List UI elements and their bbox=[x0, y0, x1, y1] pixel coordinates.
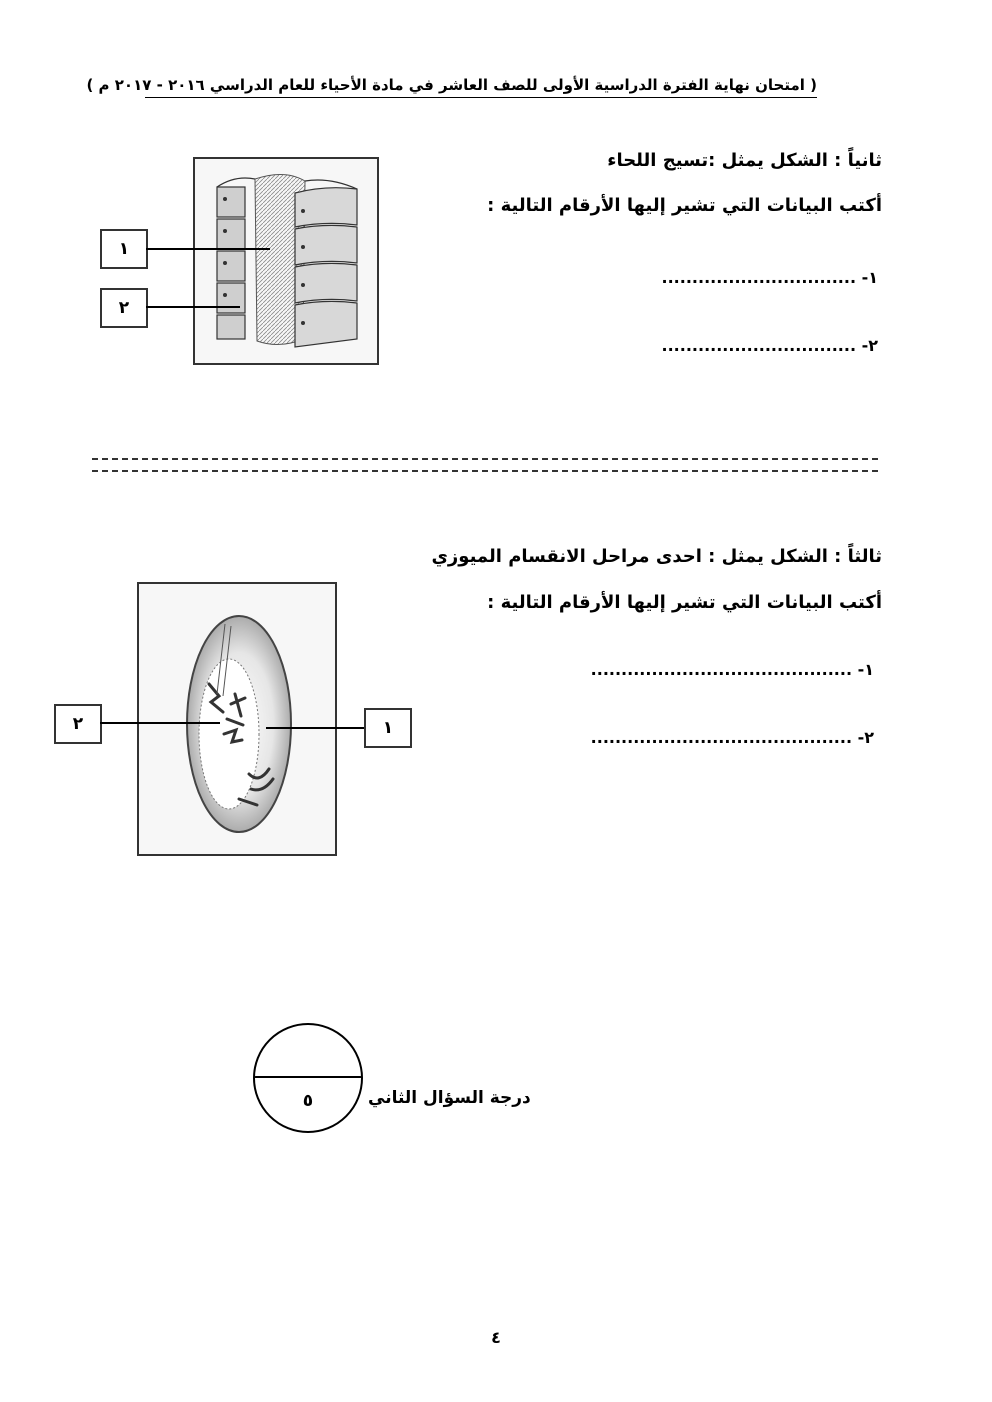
section-separator bbox=[92, 458, 878, 472]
exam-header-title: ( امتحان نهاية الفترة الدراسية الأولى للصف العاشر في مادة الأحياء للعام الدراسي ٢٠١٦ - ٢٠١٧ م ) bbox=[145, 76, 817, 98]
meiosis-pointer-1 bbox=[266, 727, 364, 729]
meiosis-label-1: ١ bbox=[382, 718, 394, 738]
meiosis-figure-frame bbox=[137, 582, 337, 856]
phloem-tissue-illustration-icon bbox=[195, 159, 377, 363]
answer-blank[interactable]: ................................ bbox=[661, 336, 857, 355]
grade-divider bbox=[255, 1076, 361, 1078]
question-3-answer-2[interactable] bbox=[591, 728, 874, 747]
question-2-answer-2[interactable] bbox=[662, 336, 878, 355]
phloem-label-2: ٢ bbox=[118, 298, 130, 318]
phloem-label-2-box bbox=[100, 288, 148, 328]
question-2-title: ثانياً : الشكل يمثل :تسيج اللحاء bbox=[607, 150, 882, 171]
answer-blank[interactable]: ................................ bbox=[661, 268, 857, 287]
meiosis-label-1-box bbox=[364, 708, 412, 748]
phloem-pointer-2 bbox=[146, 306, 240, 308]
meiosis-pointer-2 bbox=[100, 722, 220, 724]
grade-value: ٥ bbox=[302, 1091, 314, 1111]
answer-blank[interactable]: ........................................... bbox=[590, 728, 853, 747]
grade-label: درجة السؤال الثاني bbox=[368, 1088, 531, 1108]
phloem-figure-frame bbox=[193, 157, 379, 365]
question-2-answer-1[interactable] bbox=[662, 268, 878, 287]
answer-number: ٢- bbox=[857, 728, 874, 747]
question-2-instruction: أكتب البيانات التي تشير إليها الأرقام التالية : bbox=[487, 195, 882, 216]
grade-circle bbox=[253, 1023, 363, 1133]
meiosis-cell-illustration-icon bbox=[139, 584, 335, 854]
phloem-pointer-1 bbox=[146, 248, 270, 250]
answer-number: ٢- bbox=[861, 336, 878, 355]
phloem-label-1: ١ bbox=[118, 239, 130, 259]
question-3-title: ثالثاً : الشكل يمثل : احدى مراحل الانقسام الميوزي bbox=[431, 546, 882, 567]
phloem-label-1-box bbox=[100, 229, 148, 269]
question-3-answer-1[interactable] bbox=[591, 660, 874, 679]
question-3-instruction: أكتب البيانات التي تشير إليها الأرقام التالية : bbox=[487, 592, 882, 613]
answer-number: ١- bbox=[857, 660, 874, 679]
meiosis-label-2: ٢ bbox=[72, 714, 84, 734]
answer-number: ١- bbox=[861, 268, 878, 287]
meiosis-label-2-box bbox=[54, 704, 102, 744]
page-number: ٤ bbox=[491, 1328, 501, 1347]
answer-blank[interactable]: ........................................... bbox=[590, 660, 853, 679]
